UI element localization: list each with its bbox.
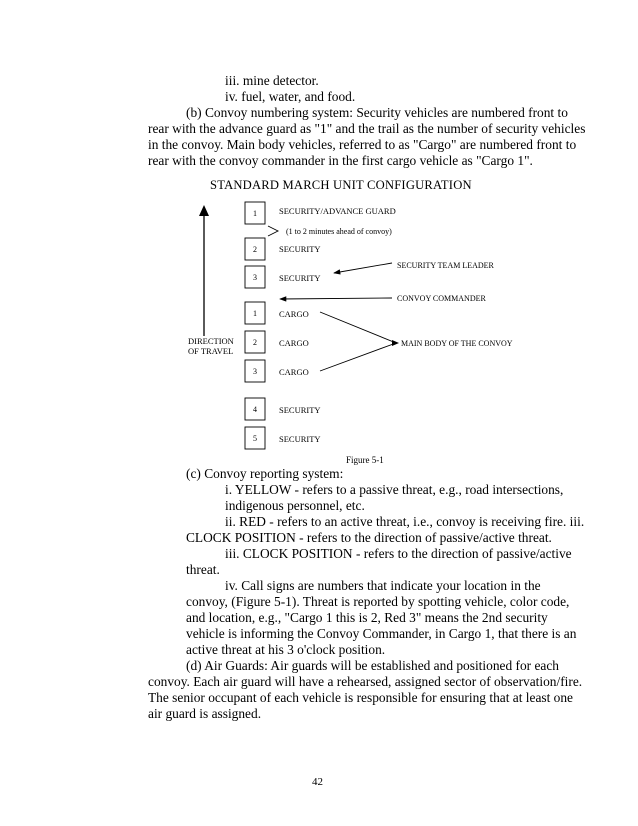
paragraph-line: indigenous personnel, etc. bbox=[225, 498, 365, 513]
advance-note-chevron bbox=[268, 226, 278, 236]
vehicle-number: 2 bbox=[253, 338, 257, 347]
list-item-call-signs: iv. Call signs are numbers that indicate your location in the bbox=[225, 578, 541, 593]
list-item-clock-position: iii. CLOCK POSITION - refers to the direction of passive/active bbox=[225, 546, 572, 561]
team-leader-label: SECURITY TEAM LEADER bbox=[397, 261, 494, 270]
paragraph-line: (b) Convoy numbering system: Security vehicles are numbered front to bbox=[186, 105, 568, 120]
paragraph-line: and location, e.g., "Cargo 1 this is 2, Red 3" means the 2nd security bbox=[186, 610, 548, 625]
main-body-arrowhead bbox=[392, 340, 399, 346]
vehicle-label: CARGO bbox=[279, 309, 309, 319]
vehicle-label: SECURITY bbox=[279, 434, 321, 444]
team-leader-pointer bbox=[334, 263, 392, 273]
paragraph-line: vehicle is informing the Convoy Commander, in Cargo 1, that there is an bbox=[186, 626, 577, 641]
vehicle-number: 1 bbox=[253, 209, 257, 218]
paragraph-line: threat. bbox=[186, 562, 220, 577]
paragraph-line: active threat at his 3 o'clock position. bbox=[186, 642, 386, 657]
advance-note: (1 to 2 minutes ahead of convoy) bbox=[286, 227, 392, 236]
paragraph-line: (d) Air Guards: Air guards will be established and positioned for each bbox=[186, 658, 559, 673]
main-body-bracket bbox=[320, 312, 396, 371]
list-item-fuel-water-food: iv. fuel, water, and food. bbox=[225, 89, 356, 104]
commander-label: CONVOY COMMANDER bbox=[397, 294, 486, 303]
vehicle-number: 3 bbox=[253, 367, 257, 376]
paragraph-line: in the convoy. Main body vehicles, referred to as "Cargo" are numbered front to bbox=[148, 137, 577, 152]
direction-label-line1: DIRECTION bbox=[188, 336, 234, 346]
vehicle-number: 3 bbox=[253, 273, 257, 282]
list-item-mine-detector: iii. mine detector. bbox=[225, 73, 319, 88]
vehicle-label: SECURITY bbox=[279, 244, 321, 254]
vehicle-number: 4 bbox=[253, 405, 257, 414]
page-number: 42 bbox=[312, 776, 323, 788]
paragraph-line: air guard is assigned. bbox=[148, 706, 262, 721]
vehicle-label: SECURITY bbox=[279, 405, 321, 415]
paragraph-line: CLOCK POSITION - refers to the direction of passive/active threat. bbox=[186, 530, 552, 545]
figure-caption: Figure 5-1 bbox=[346, 455, 384, 465]
list-item-yellow: i. YELLOW - refers to a passive threat, e.g., road intersections, bbox=[225, 482, 564, 497]
commander-pointer bbox=[280, 298, 392, 299]
vehicle-number: 2 bbox=[253, 245, 257, 254]
paragraph-line: The senior occupant of each vehicle is responsible for ensuring that at least one bbox=[148, 690, 574, 705]
main-body-label: MAIN BODY OF THE CONVOY bbox=[401, 339, 513, 348]
paragraph-line: rear with the convoy commander in the first cargo vehicle as "Cargo 1". bbox=[148, 153, 533, 168]
paragraph-line: convoy, (Figure 5-1). Threat is reported by spotting vehicle, color code, bbox=[186, 594, 570, 609]
vehicle-label: SECURITY/ADVANCE GUARD bbox=[279, 206, 396, 216]
vehicle-label: CARGO bbox=[279, 338, 309, 348]
vehicle-label: CARGO bbox=[279, 367, 309, 377]
vehicle-number: 5 bbox=[253, 434, 257, 443]
section-heading: (c) Convoy reporting system: bbox=[186, 466, 344, 481]
paragraph-line: rear with the advance guard as "1" and the trail as the number of security vehicles bbox=[148, 121, 586, 136]
figure-title: STANDARD MARCH UNIT CONFIGURATION bbox=[210, 178, 472, 192]
direction-label-line2: OF TRAVEL bbox=[188, 346, 234, 356]
paragraph-line: convoy. Each air guard will have a rehearsed, assigned sector of observation/fire. bbox=[148, 674, 583, 689]
vehicle-label: SECURITY bbox=[279, 273, 321, 283]
direction-arrow bbox=[199, 205, 209, 336]
vehicle-number: 1 bbox=[253, 309, 257, 318]
list-item-red: ii. RED - refers to an active threat, i.e., convoy is receiving fire. iii. bbox=[225, 514, 585, 529]
